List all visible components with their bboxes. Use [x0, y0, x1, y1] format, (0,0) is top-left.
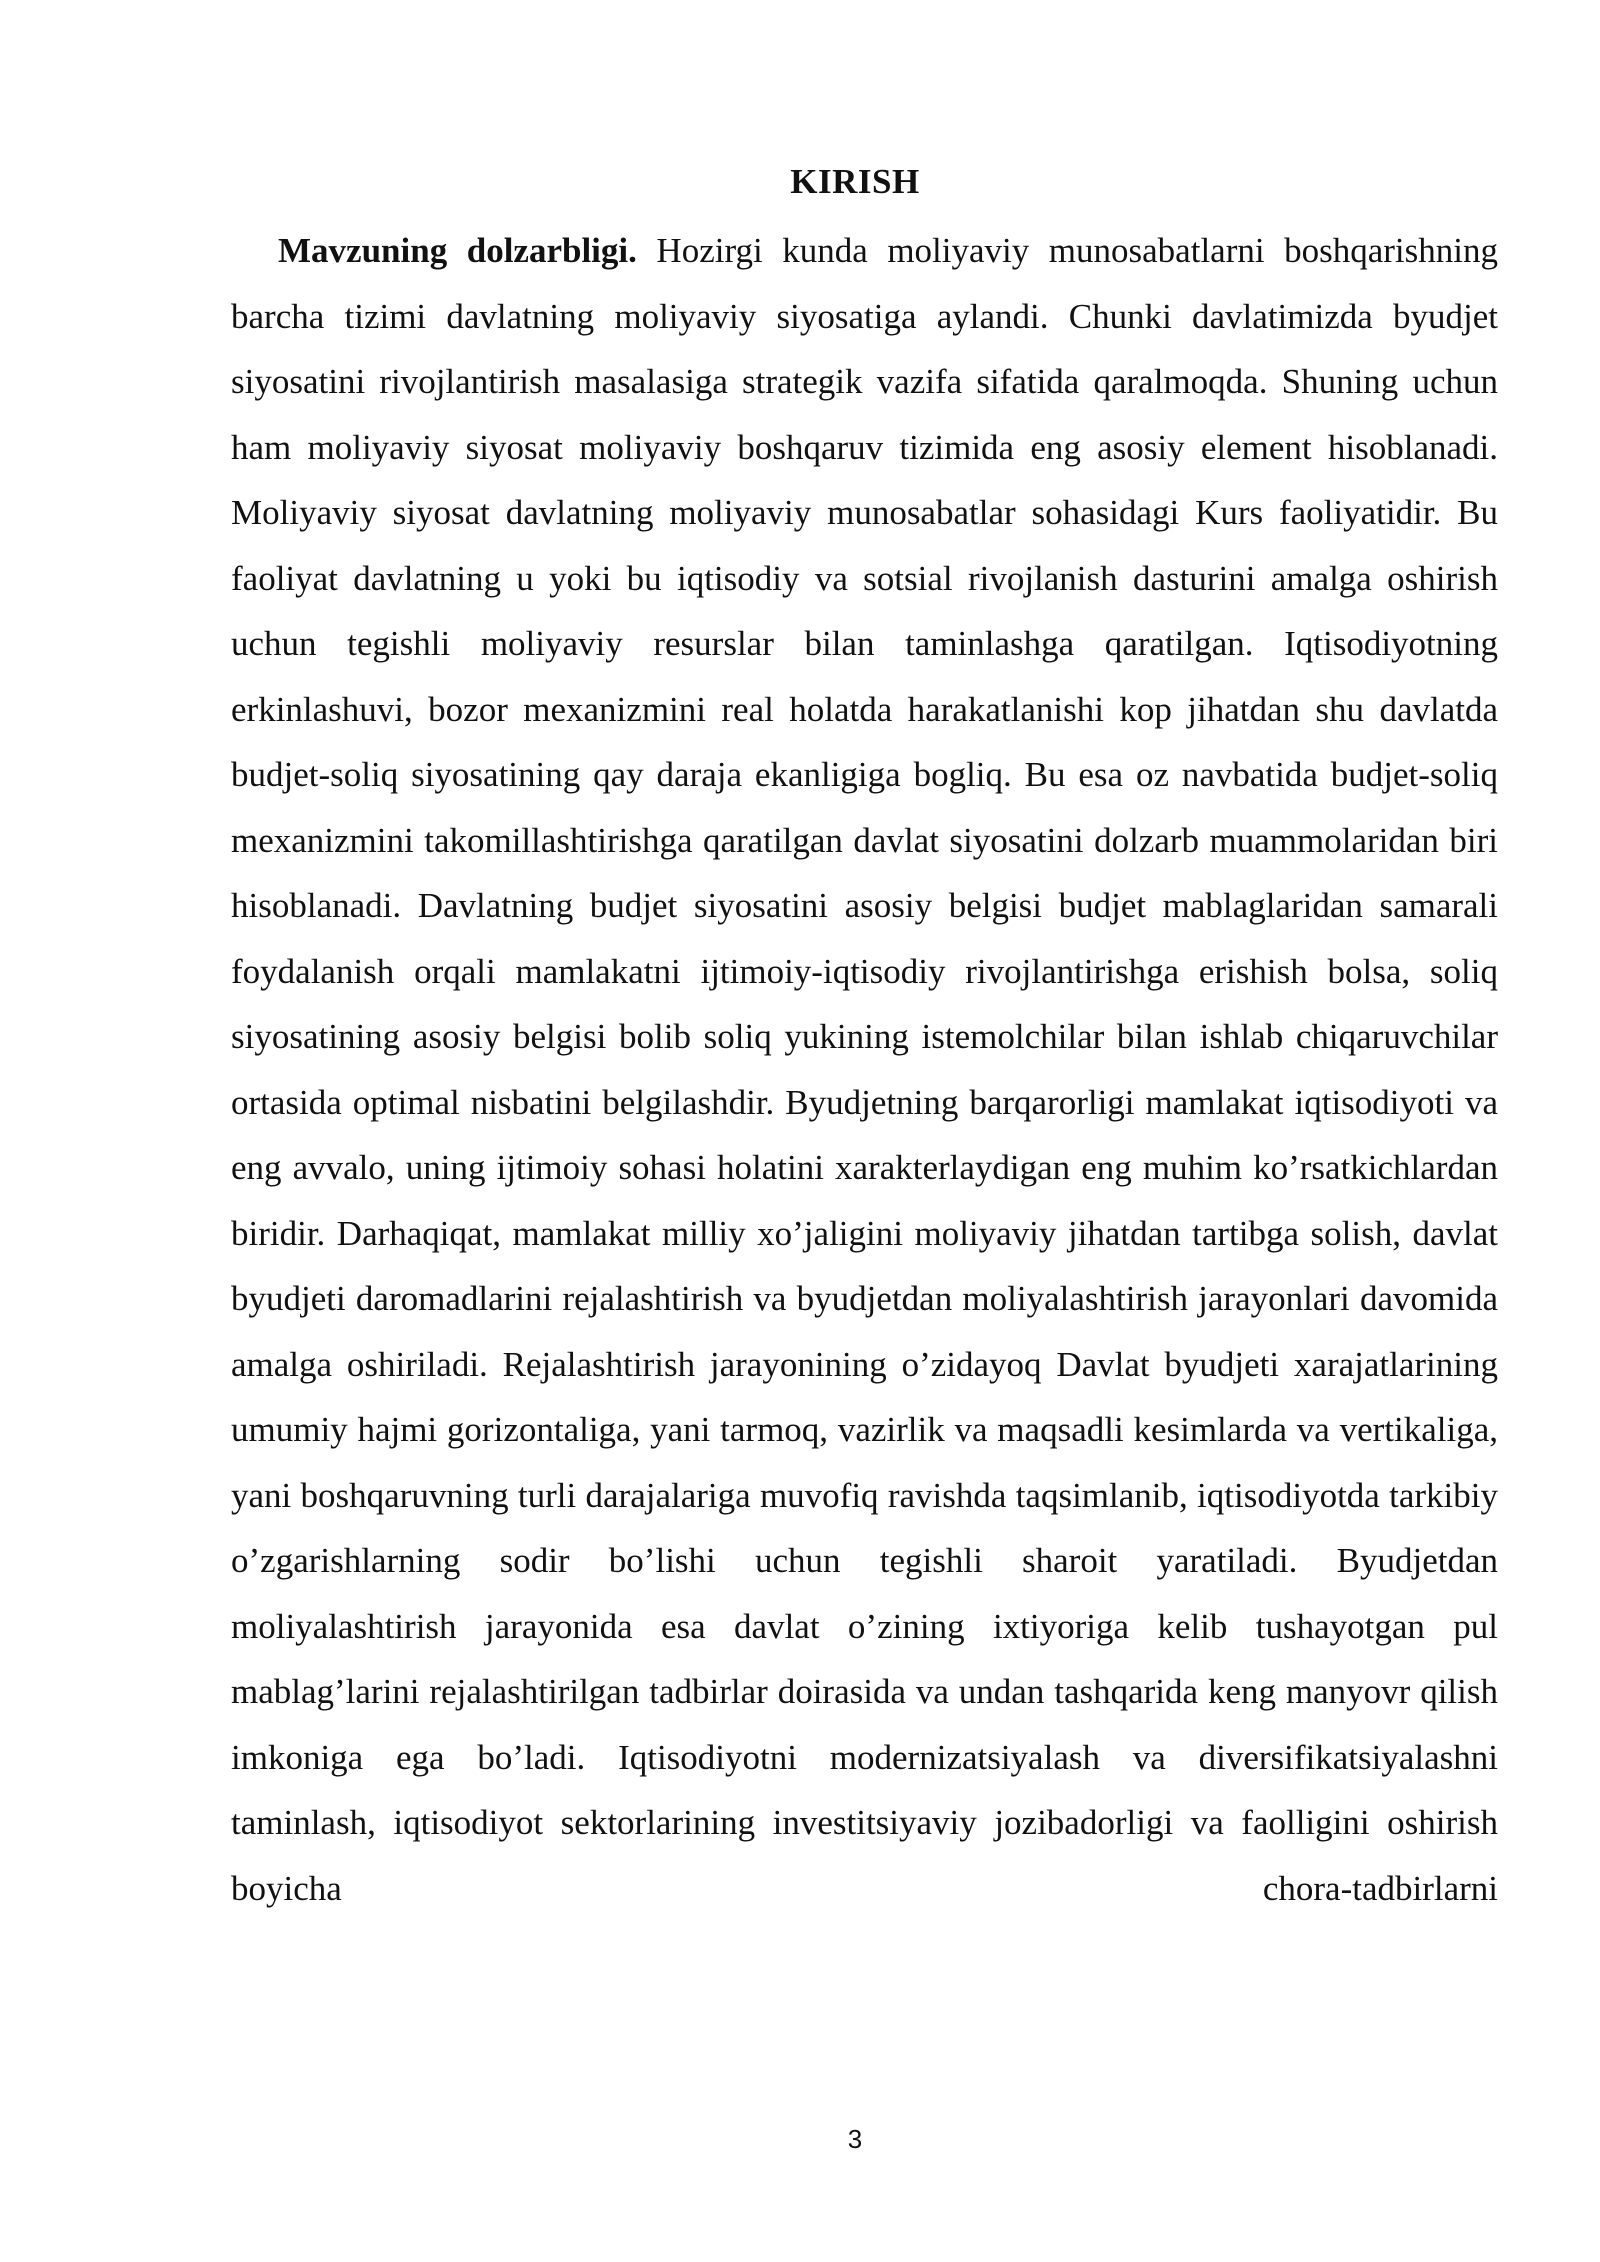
- paragraph-lead: Mavzuning dolzarbligi.: [278, 231, 637, 270]
- body-paragraph: [231, 218, 1498, 1921]
- paragraph-text: Hozirgi kunda moliyaviy munosabatlarni boshqarishning barcha tizimi davlatning moliyaviy siyosatiga aylandi. Chunki davlatimizda byudjet siyosatini rivojlantirish masalasiga strategik vazifa sifatida qaralmoqda. Shuning uchun ham moliyaviy siyosat moliyaviy boshqaruv tizimida eng asosiy element hisoblanadi. Moliyaviy siyosat davlatning moliyaviy munosabatlar sohasidagi Kurs faoliyatidir. Bu faoliyat davlatning u yoki bu iqtisodiy va sotsial rivojlanish dasturini amalga oshirish uchun tegishli moliyaviy resurslar bilan taminlashga qaratilgan. Iqtisodiyotning erkinlashuvi, bozor mexanizmini real holatda harakatlanishi kop jihatdan shu davlatda budjet-soliq siyosatining qay daraja ekanligiga bogliq. Bu esa oz navbatida budjet-soliq mexanizmini takomillashtirishga qaratilgan davlat siyosatini dolzarb muammolaridan biri hisoblanadi. Davlatning budjet siyosatini asosiy belgisi budjet mablaglaridan samarali foydalanish orqali mamlakatni ijtimoiy-iqtisodiy rivojlantirishga erishish bolsa, soliq siyosatining asosiy belgisi bolib soliq yukining istemolchilar bilan ishlab chiqaruvchilar ortasida optimal nisbatini belgilashdir. Byudjetning barqarorligi mamlakat iqtisodiyoti va eng avvalo, uning ijtimoiy sohasi holatini xarakterlaydigan eng muhim ko’rsatkichlardan biridir. Darhaqiqat, mamlakat milliy xo’jaligini moliyaviy jihatdan tartibga solish, davlat byudjeti daromadlarini rejalashtirish va byudjetdan moliyalashtirish jarayonlari davomida amalga oshiriladi. Rejalashtirish jarayonining o’zidayoq Davlat byudjeti xarajatlarining umumiy hajmi gorizontaliga, yani tarmoq, vazirlik va maqsadli kesimlarda va vertikaliga, yani boshqaruvning turli darajalariga muvofiq ravishda taqsimlanib, iqtisodiyotda tarkibiy o’zgarishlarning sodir bo’lishi uchun tegishli sharoit yaratiladi. Byudjetdan moliyalashtirish jarayonida esa davlat o’zining ixtiyoriga kelib tushayotgan pul mablag’larini rejalashtirilgan tadbirlar doirasida va undan tashqarida keng manyovr qilish imkoniga ega bo’ladi. Iqtisodiyotni modernizatsiyalash va diversifikatsiyalashni taminlash, iqtisodiyot sektorlarining investitsiyaviy jozibadorligi va faolligini oshirish boyicha chora-tadbirlarni: [231, 231, 1499, 1908]
- section-heading: KIRISH: [790, 162, 920, 201]
- page-number: 3: [847, 2124, 863, 2154]
